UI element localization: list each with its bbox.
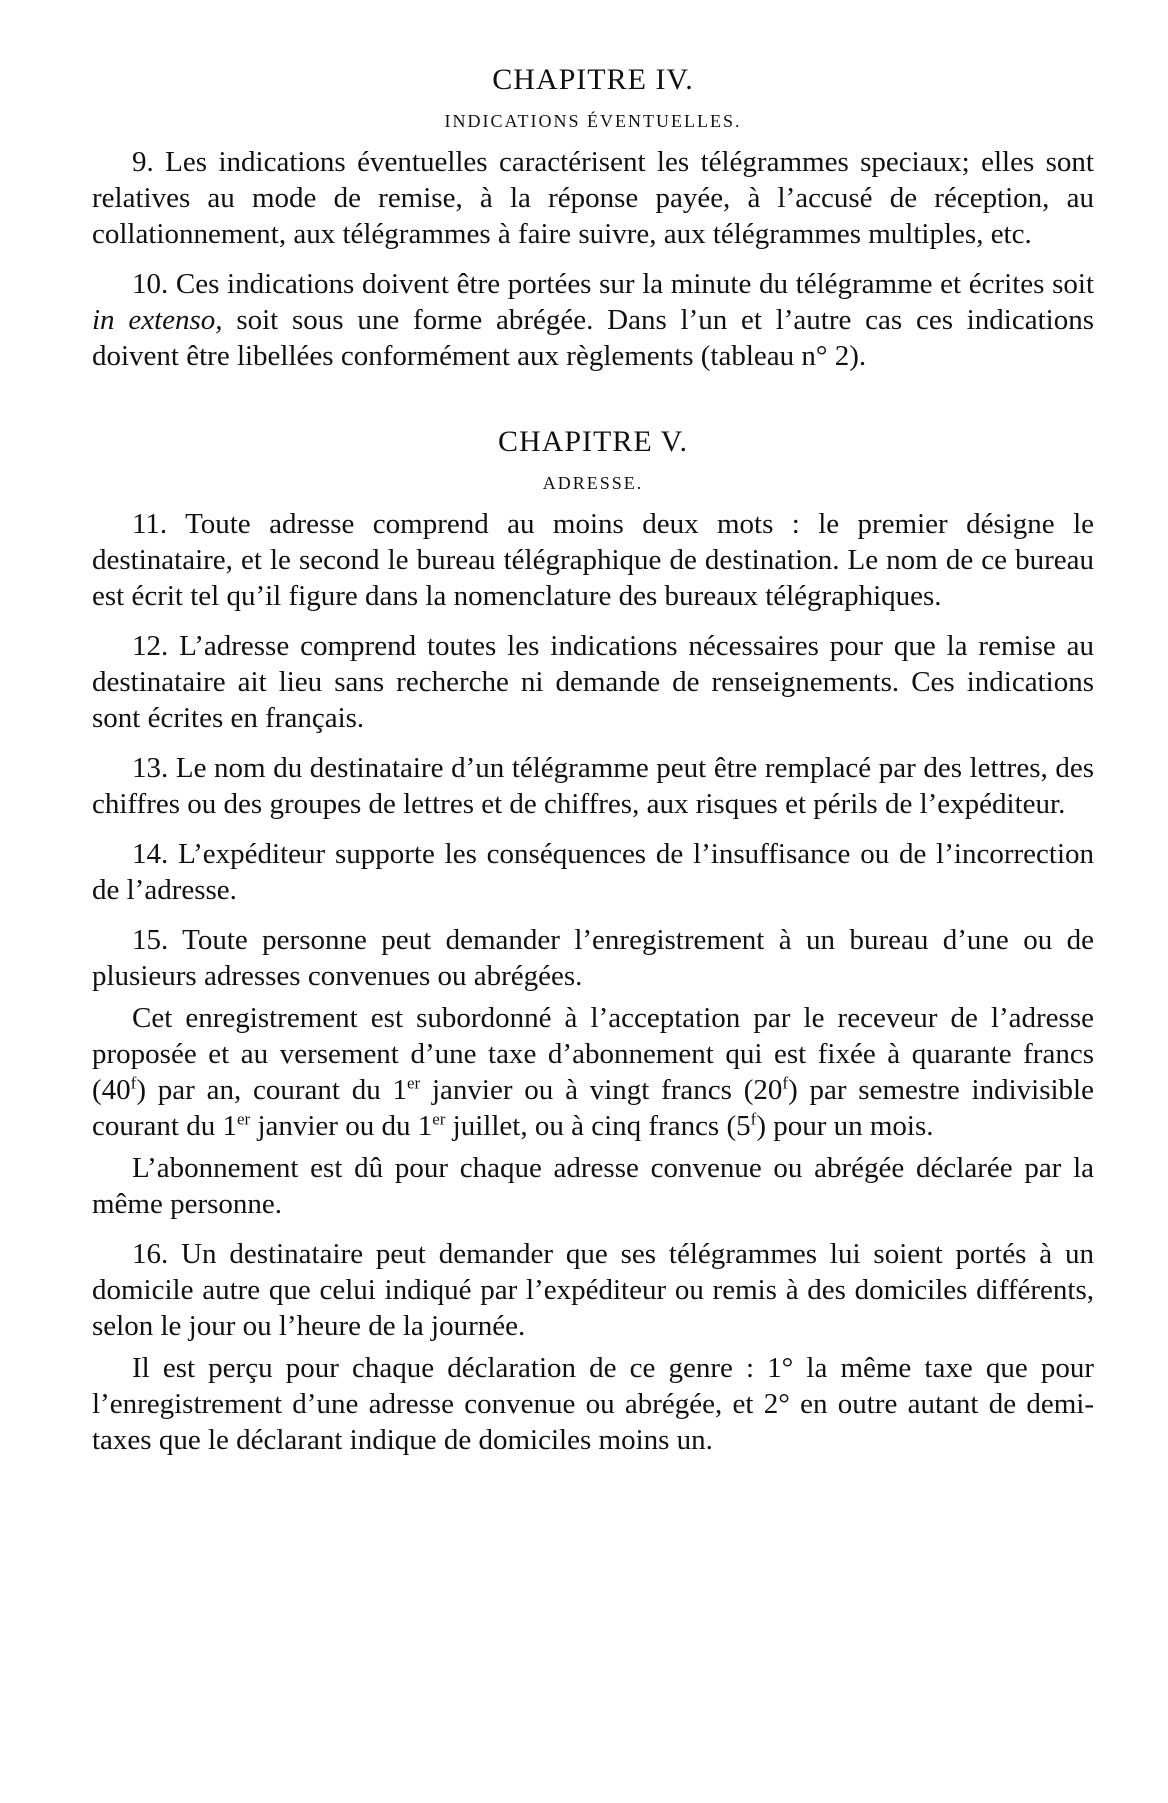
article-text: Il est perçu pour chaque déclaration de ce genre : 1° la même taxe que pour l’enregistrement d’une adresse convenue ou abrégée, et 2° en outre autant de demi-taxes que le déclarant indique de domiciles moins un.: [92, 1352, 1094, 1456]
article-11: [92, 506, 1094, 614]
chapter-4-title: CHAPITRE IV.: [492, 63, 694, 96]
chapter-5-title: CHAPITRE V.: [498, 425, 688, 458]
article-text: juillet, ou à cinq francs (5: [452, 1110, 751, 1142]
article-text: Les indications éventuelles caractérisent les télégrammes speciaux; elles sont relatives au mode de remise, à la réponse payée, à l’accusé de réception, au collationnement, aux télégrammes à faire suivre, aux télégrammes multiples, etc.: [92, 146, 1094, 250]
article-text: Ces indications doivent être portées sur la minute du télégramme et écrites soit: [175, 268, 1094, 300]
article-text: Un destinataire peut demander que ses télégrammes lui soient portés à un domicile autre que celui indiqué par l’expéditeur ou remis à des domiciles différents, selon le jour ou l’heure de la journée.: [92, 1238, 1094, 1342]
article-text: janvier ou à vingt francs (20: [432, 1074, 783, 1106]
article-number: 14.: [132, 838, 169, 870]
chapter-4-subtitle: INDICATIONS ÉVENTUELLES.: [444, 111, 742, 131]
article-text: Toute personne peut demander l’enregistrement à un bureau d’une ou de plusieurs adresses convenues ou abrégées.: [92, 924, 1094, 992]
article-10: [92, 266, 1094, 374]
article-15-paragraph-3: [92, 1150, 1094, 1222]
superscript: er: [236, 1109, 251, 1129]
article-text: janvier ou du 1: [257, 1110, 433, 1142]
article-16-paragraph-2: [92, 1350, 1094, 1458]
article-9: [92, 144, 1094, 252]
article-number: 11.: [132, 508, 168, 540]
article-number: 10.: [132, 268, 169, 300]
article-text: ) par semestre indivisible courant du 1: [92, 1074, 1094, 1142]
article-number: 16.: [132, 1238, 169, 1270]
article-text: L’adresse comprend toutes les indications nécessaires pour que la remise au destinataire ait lieu sans recherche ni demande de renseignements. Ces indications sont écrites en français.: [92, 630, 1095, 734]
article-16: [92, 1236, 1094, 1344]
article-14: [92, 836, 1094, 908]
document-page: [92, 60, 1094, 1472]
article-15-paragraph-2: [92, 1000, 1094, 1144]
article-13: [92, 750, 1094, 822]
article-text: Le nom du destinataire d’un télégramme peut être remplacé par des lettres, des chiffres ou des groupes de lettres et de chiffres, aux risques et périls de l’expéditeur.: [92, 752, 1094, 820]
article-number: 12.: [132, 630, 169, 662]
superscript: f: [750, 1109, 757, 1129]
article-text: L’abonnement est dû pour chaque adresse convenue ou abrégée déclarée par la même personne.: [92, 1152, 1094, 1220]
superscript: f: [130, 1073, 137, 1093]
article-text: L’expéditeur supporte les conséquences de l’insuffisance ou de l’incorrection de l’adresse.: [92, 838, 1094, 906]
article-text: soit sous une forme abrégée. Dans l’un et l’autre cas ces indications doivent être libellées conformément aux règlements (tableau n° 2).: [92, 304, 1095, 372]
section-spacer: [92, 388, 1094, 422]
article-number: 15.: [132, 924, 169, 956]
superscript: f: [782, 1073, 789, 1093]
article-15: [92, 922, 1094, 994]
article-number: 9.: [132, 146, 154, 178]
chapter-5-subtitle: ADRESSE.: [542, 473, 644, 493]
superscript: er: [407, 1073, 421, 1093]
article-text: ) pour un mois.: [756, 1110, 934, 1142]
article-text: ) par an, courant du 1: [136, 1074, 407, 1106]
article-text: Cet enregistrement est subordonné à l’acceptation par le receveur de l’adresse proposée et au versement d’une taxe d’abonnement qui est fixée à quarante francs (40: [92, 1002, 1094, 1106]
superscript: er: [432, 1109, 446, 1129]
article-number: 13.: [132, 752, 169, 784]
article-text: Toute adresse comprend au moins deux mots : le premier désigne le destinataire, et le second le bureau télégraphique de destination. Le nom de ce bureau est écrit tel qu’il figure dans la nomenclature des bureaux télégraphiques.: [92, 508, 1094, 612]
article-text-italic: in extenso,: [92, 304, 223, 336]
article-12: [92, 628, 1094, 736]
